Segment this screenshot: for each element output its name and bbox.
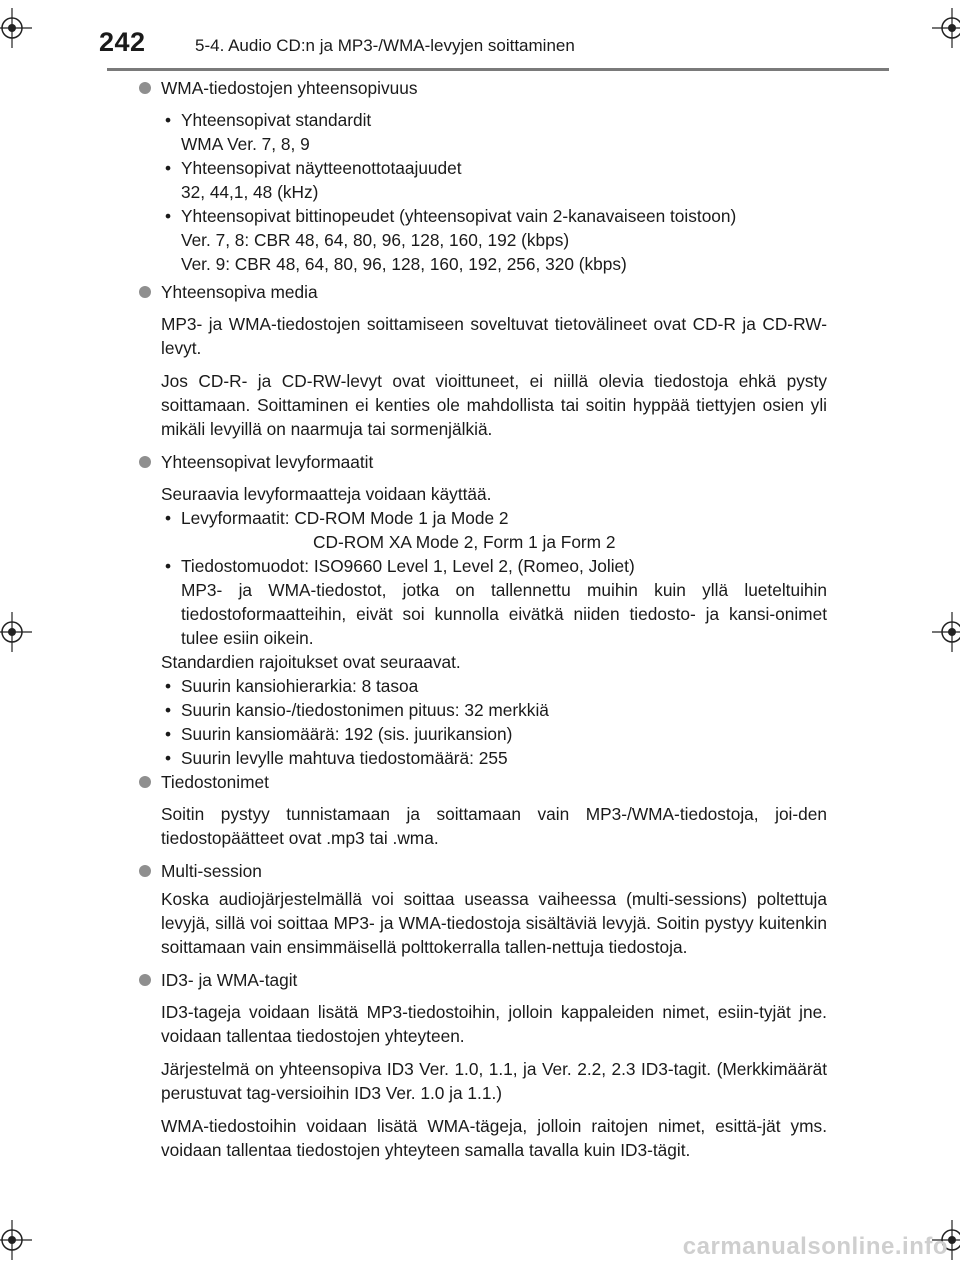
- paragraph: Soitin pystyy tunnistamaan ja soittamaan vain MP3-/WMA-tiedostoja, joi-den tiedostopäätteet ovat .mp3 tai .wma.: [161, 804, 827, 848]
- heading-formats: Yhteensopivat levyformaatit: [137, 450, 827, 474]
- crop-mark-bottom-left-icon: [0, 1220, 32, 1260]
- list-item: • Levyformaatit: CD-ROM Mode 1 ja Mode 2 CD-ROM XA Mode 2, Form 1 ja Form 2: [161, 506, 827, 554]
- paragraph: Standardien rajoitukset ovat seuraavat.: [161, 652, 461, 672]
- list-item: • Suurin kansiohierarkia: 8 tasoa: [161, 674, 827, 698]
- filenames-body: [161, 802, 827, 850]
- wma-compat-body: [161, 108, 827, 276]
- heading-tags: ID3- ja WMA-tagit: [137, 968, 827, 992]
- list-item: • Suurin levylle mahtuva tiedostomäärä: 255: [161, 746, 827, 770]
- page-header: [99, 27, 879, 67]
- paragraph: WMA-tiedostoihin voidaan lisätä WMA-tägeja, jolloin raitojen nimet, esittä-jät yms. voidaan tallentaa tiedostojen yhteyteen samalla tavalla kuin ID3-tägit.: [161, 1116, 827, 1160]
- media-body: [161, 312, 827, 441]
- page-content: [137, 76, 827, 1162]
- limits-list: [161, 674, 827, 770]
- list-item: • Yhteensopivat standardit WMA Ver. 7, 8, 9: [161, 108, 827, 156]
- bullet-dot-icon: [139, 286, 151, 298]
- heading-filenames: Tiedostonimet: [137, 770, 827, 794]
- paragraph: MP3- ja WMA-tiedostojen soittamiseen soveltuvat tietovälineet ovat CD-R ja CD-RW-levyt.: [161, 314, 827, 358]
- heading-wma-compat: WMA-tiedostojen yhteensopivuus: [137, 76, 827, 100]
- formats-body: [161, 482, 827, 770]
- paragraph: Seuraavia levyformaatteja voidaan käyttää.: [161, 484, 492, 504]
- list-item: • Tiedostomuodot: ISO9660 Level 1, Level 2, (Romeo, Joliet) MP3- ja WMA-tiedostot, jotka on tallennettu muihin kuin yllä lueteltuihin tiedostoformaatteihin, eivät soi kunnolla eivätkä niiden tiedosto- ja kansi-onimet tulee esiin oikein.: [161, 554, 827, 650]
- bullet-dot-icon: [139, 456, 151, 468]
- paragraph: Jos CD-R- ja CD-RW-levyt ovat vioittuneet, ei niillä olevia tiedostoja ehkä pysty soittamaan. Soittaminen ei kenties ole mahdollista tai soitin hyppää tiettyjen osien yli mikäli levyillä on naarmuja tai sormenjälkiä.: [161, 371, 827, 439]
- crop-mark-top-left-icon: [0, 8, 32, 48]
- tags-body: [161, 1000, 827, 1162]
- page-number: 242: [99, 27, 146, 57]
- bullet-dot-icon: [139, 776, 151, 788]
- section-title: 5-4. Audio CD:n ja MP3-/WMA-levyjen soittaminen: [195, 36, 575, 55]
- crop-mark-mid-right-icon: [932, 612, 960, 652]
- watermark: carmanualsonline.info: [682, 1233, 948, 1260]
- crop-mark-mid-left-icon: [0, 612, 32, 652]
- bullet-dot-icon: [139, 974, 151, 986]
- list-item: • Suurin kansio-/tiedostonimen pituus: 32 merkkiä: [161, 698, 827, 722]
- heading-multisession: Multi-session: [137, 859, 827, 883]
- crop-mark-top-right-icon: [932, 8, 960, 48]
- heading-media: Yhteensopiva media: [137, 280, 827, 304]
- paragraph: Koska audiojärjestelmällä voi soittaa useassa vaiheessa (multi-sessions) poltettuja levyjä, sillä voi soittaa MP3- ja WMA-tiedostoja sisältäviä levyjä. Soitin pystyy kuitenkin soittamaan vain ensimmäisellä polttokerralla tallen-nettuja tiedostoja.: [161, 889, 827, 957]
- wma-compat-list: [161, 108, 827, 276]
- paragraph: ID3-tageja voidaan lisätä MP3-tiedostoihin, jolloin kappaleiden nimet, esiin-tyjät jne. voidaan tallentaa tiedostojen yhteyteen.: [161, 1002, 827, 1046]
- bullet-dot-icon: [139, 865, 151, 877]
- paragraph: Järjestelmä on yhteensopiva ID3 Ver. 1.0, 1.1, ja Ver. 2.2, 2.3 ID3-tagit. (Merkkimäärät perustuvat tag-versioihin ID3 Ver. 1.0 ja 1.1.): [161, 1059, 827, 1103]
- multisession-body: [161, 887, 827, 959]
- formats-list: [161, 506, 827, 650]
- list-item: • Yhteensopivat bittinopeudet (yhteensopivat vain 2-kanavaiseen toistoon) Ver. 7, 8: CBR 48, 64, 80, 96, 128, 160, 192 (kbps) Ver. 9: CBR 48, 64, 80, 96, 128, 160, 192, 256, 320 (kbps): [161, 204, 827, 276]
- list-item: • Yhteensopivat näytteenottotaajuudet 32, 44,1, 48 (kHz): [161, 156, 827, 204]
- bullet-dot-icon: [139, 82, 151, 94]
- header-rule: [107, 68, 889, 71]
- list-item: • Suurin kansiomäärä: 192 (sis. juurikansion): [161, 722, 827, 746]
